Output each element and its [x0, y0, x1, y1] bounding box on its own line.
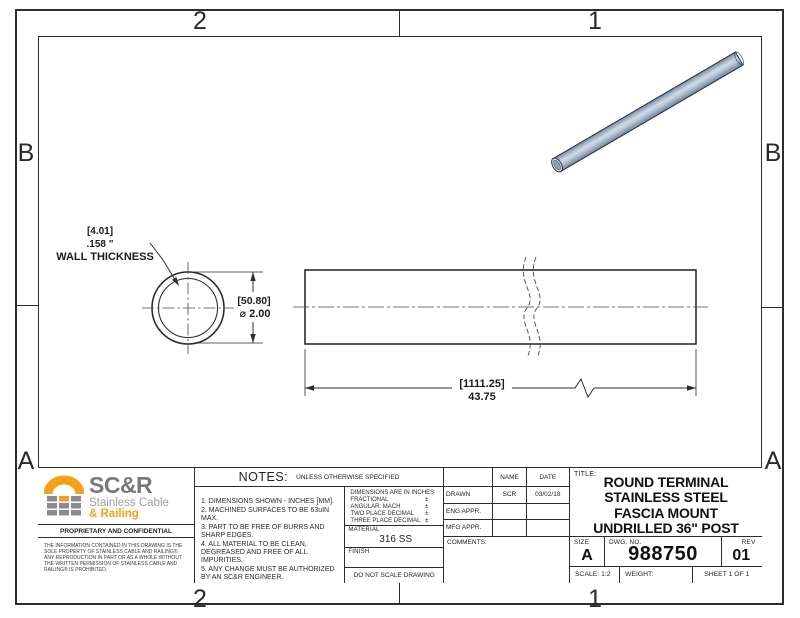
- diameter-mm: [50.80]: [237, 295, 271, 307]
- drawing-title: [570, 468, 762, 537]
- rev-cell: [722, 537, 761, 566]
- zone-label-bottom-2: 2: [193, 585, 207, 613]
- sheet-cell: SHEET 1 OF 1: [704, 571, 750, 579]
- tolerance-label: TWO PLACE DECIMAL: [350, 511, 415, 517]
- brand-subtitle-2: & Railing: [89, 508, 139, 520]
- approval-date: 03/02/18: [535, 491, 561, 499]
- finish-box: [345, 548, 443, 568]
- brand-subtitle-1: Stainless Cable: [89, 496, 169, 509]
- title-line: UNDRILLED 36" POST: [593, 520, 739, 537]
- weight-cell: WEIGHT:: [620, 567, 693, 583]
- wall-thickness-in: .158 ": [86, 239, 114, 250]
- approvals-header-empty: [444, 468, 493, 486]
- diameter-in: ⌀ 2.00: [239, 308, 271, 320]
- title-line: FASCIA MOUNT: [614, 504, 718, 521]
- notes-subtitle: UNLESS OTHERWISE SPECIFIED: [296, 473, 400, 481]
- side-view: [293, 257, 708, 358]
- notes-list: [195, 487, 344, 583]
- title-label: TITLE:: [574, 471, 597, 478]
- approval-row-eng: [444, 504, 569, 521]
- tolerance-row: [350, 511, 428, 518]
- title-line: ROUND TERMINAL: [603, 474, 729, 490]
- length-mm: [1111.25]: [459, 378, 505, 390]
- dwg-no-value: 988750: [628, 543, 698, 565]
- notes-header: [195, 468, 443, 487]
- zone-label-bottom-1: 1: [588, 585, 602, 613]
- brand-name: SC&R: [89, 471, 153, 498]
- dwg-no-cell: [605, 537, 722, 566]
- material-value: 316 SS: [379, 534, 413, 545]
- iso-tube-body: [552, 52, 743, 172]
- size-dwg-rev-row: [570, 537, 762, 567]
- tolerance-box: [345, 487, 443, 526]
- length-in: 43.75: [468, 391, 496, 403]
- zone-label-top-1: 1: [588, 7, 602, 35]
- zone-label-left-a: A: [17, 447, 35, 475]
- comments-cell: COMMENTS:: [447, 538, 487, 546]
- logo-text: [89, 471, 169, 521]
- note-item: 2. MACHINED SURFACES TO BE 63uIN MAX.: [201, 506, 330, 522]
- title-line: STAINLESS STEEL: [604, 489, 728, 506]
- dwg-no-label: DWG. NO.: [609, 539, 642, 546]
- size-label: SIZE: [574, 539, 590, 546]
- approval-name: [493, 520, 527, 536]
- approval-date: [527, 504, 569, 520]
- zone-label-left-b: B: [17, 139, 35, 167]
- rev-value: 01: [732, 547, 751, 564]
- logo-block: [38, 467, 195, 583]
- title-cell: [570, 468, 762, 537]
- note-item: 5. ANY CHANGE MUST BE AUTHORIZED BY AN SC&R ENGINEER.: [201, 565, 335, 581]
- approval-label: DRAWN: [444, 487, 493, 503]
- size-value: A: [581, 547, 593, 564]
- diameter-arrow-up: [250, 272, 255, 281]
- wall-thickness-callout: [56, 226, 181, 287]
- diameter-arrow-down: [250, 334, 255, 343]
- material-box: [345, 526, 443, 548]
- zone-label-top-2: 2: [193, 7, 207, 35]
- scale-cell: SCALE: 1:2: [570, 567, 620, 583]
- date-column-header: DATE: [539, 473, 557, 481]
- note-item: 4. ALL MATERIAL TO BE CLEAN, DEGREASED AND FREE OF ALL IMPURITIES.: [201, 540, 308, 564]
- wall-thickness-label: WALL THICKNESS: [56, 251, 154, 263]
- approvals-header-row: [444, 468, 569, 487]
- note-item: 1. DIMENSIONS SHOWN - INCHES [MM].: [201, 498, 335, 505]
- name-column-header: NAME: [493, 468, 527, 486]
- iso-tube-view: [549, 51, 745, 174]
- approval-name: SCR: [493, 487, 527, 503]
- length-dimension: [305, 349, 696, 403]
- tolerance-label: FRACTIONAL: [350, 497, 389, 503]
- length-arrow-right: [687, 385, 696, 390]
- do-not-scale-note: DO NOT SCALE DRAWING: [353, 571, 435, 579]
- tolerance-header: DIMENSIONS ARE IN INCHES: [350, 490, 435, 496]
- tolerance-row: [350, 504, 428, 511]
- leader-line: [150, 243, 177, 283]
- tolerance-column: [344, 487, 443, 583]
- approval-date: [527, 520, 569, 536]
- size-cell: [570, 537, 605, 566]
- proprietary-band: PROPRIETARY AND CONFIDENTIAL: [38, 524, 194, 538]
- zone-label-right-a: A: [764, 447, 782, 475]
- tolerance-row: [350, 518, 428, 525]
- approval-row-mfg: [444, 520, 569, 537]
- material-label: MATERIAL: [348, 527, 380, 533]
- end-view: [142, 262, 234, 354]
- rev-label: REV: [741, 539, 756, 546]
- approval-name: [493, 504, 527, 520]
- approval-label: ENG APPR.: [444, 504, 493, 520]
- tolerance-label: THREE PLACE DECIMAL: [350, 518, 421, 524]
- wall-thickness-mm: [4.01]: [86, 226, 114, 237]
- approval-row-drawn: [444, 487, 569, 504]
- notes-body: [195, 487, 443, 583]
- note-item: 3. PART TO BE FREE OF BURRS AND SHARP EDGES.: [201, 523, 325, 539]
- scr-logo-icon: [44, 475, 84, 519]
- title-block: [570, 467, 762, 583]
- notes-block: [195, 467, 444, 583]
- logo-row: [38, 468, 194, 524]
- tolerance-label: ANGULAR: MACH: [350, 504, 401, 510]
- title-footer-row: [570, 567, 762, 583]
- tolerance-pm: ±: [425, 504, 429, 510]
- zone-label-right-b: B: [764, 139, 782, 167]
- tolerance-pm: ±: [425, 497, 429, 503]
- approvals-block: [444, 467, 570, 583]
- tolerance-row: [350, 497, 428, 504]
- approval-label: MFG APPR.: [444, 520, 493, 536]
- finish-label: FINISH: [348, 549, 370, 555]
- legal-text: THE INFORMATION CONTAINED IN THIS DRAWING IS THE SOLE PROPERTY OF STAINLESS CABLE AND RAILING®. ANY REPRODUCTION IN PART OR AS A WHOLE WITHOUT THE WRITTEN PERMISSION OF STAINLESS CABLE AND RAILING® IS PROHIBITED.: [44, 543, 183, 573]
- tolerance-pm: ±: [425, 511, 429, 517]
- length-arrow-left: [305, 385, 314, 390]
- tolerance-pm: ±: [425, 518, 429, 524]
- notes-title: NOTES:: [238, 470, 289, 484]
